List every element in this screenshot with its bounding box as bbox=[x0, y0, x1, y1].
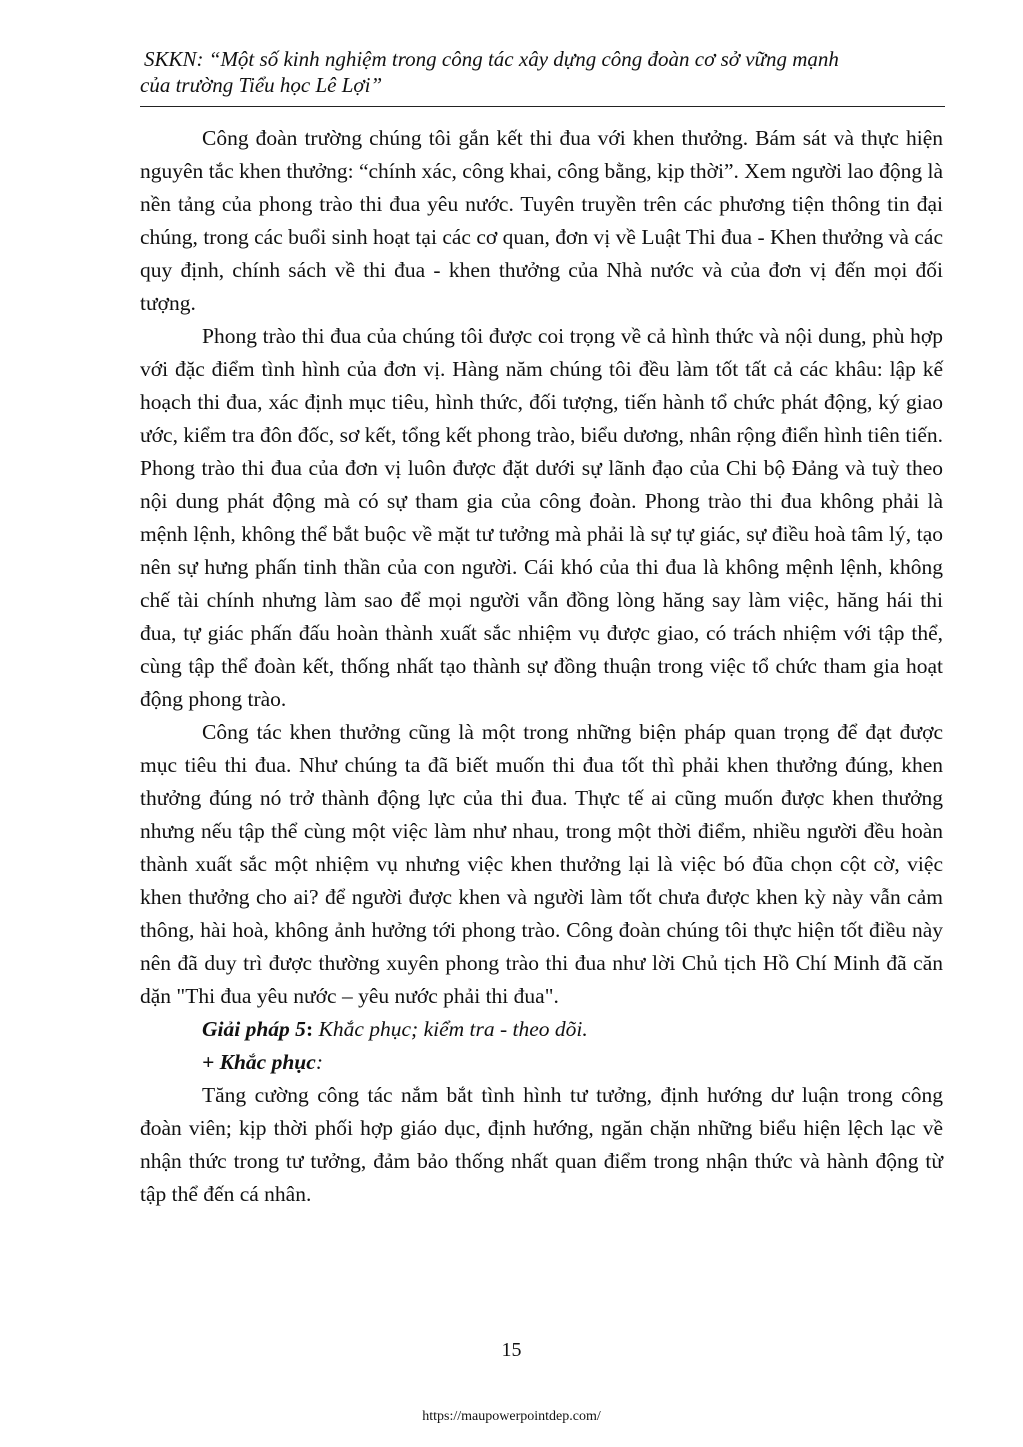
header-title-line-2: của trường Tiểu học Lê Lợi” bbox=[140, 73, 383, 97]
footer-url: https://maupowerpointdep.com/ bbox=[422, 1409, 601, 1424]
document-body bbox=[140, 122, 943, 1211]
subheading-label: + Khắc phục bbox=[202, 1050, 316, 1074]
solution-heading bbox=[140, 1013, 943, 1046]
document-header bbox=[140, 46, 945, 98]
header-divider bbox=[140, 106, 945, 107]
subheading-colon: : bbox=[315, 1050, 323, 1074]
solution-label: Giải pháp 5 bbox=[202, 1017, 306, 1041]
solution-colon: : bbox=[305, 1017, 319, 1041]
subheading-remedy bbox=[140, 1046, 943, 1079]
header-title-line-1: SKKN: “Một số kinh nghiệm trong công tác xây dựng công đoàn cơ sở vững mạnh bbox=[144, 47, 839, 71]
paragraph-reward-work: Công tác khen thưởng cũng là một trong những biện pháp quan trọng để đạt được mục tiêu thi đua. Như chúng ta đã biết muốn thi đua tốt thì phải khen thưởng đúng, khen thưởng đúng nó trở thành động lực của thi đua. Thực tế ai cũng muốn được khen thưởng nhưng nếu tập thể cùng một việc làm như nhau, trong một thời điểm, nhiều người đều hoàn thành xuất sắc một nhiệm vụ nhưng việc khen thưởng lại là việc bó đũa chọn cột cờ, việc khen thưởng cho ai? để người được khen và người làm tốt chưa được khen kỳ này vẫn cảm thông, hài hoà, không ảnh hưởng tới phong trào. Công đoàn chúng tôi thực hiện tốt điều này nên đã duy trì được thường xuyên phong trào thi đua như lời Chủ tịch Hồ Chí Minh đã căn dặn "Thi đua yêu nước – yêu nước phải thi đua". bbox=[140, 720, 943, 1008]
paragraph-commendation: Công đoàn trường chúng tôi gắn kết thi đua với khen thưởng. Bám sát và thực hiện nguyên tắc khen thưởng: “chính xác, công khai, công bằng, kịp thời”. Xem người lao động là nền tảng của phong trào thi đua yêu nước. Tuyên truyền trên các phương tiện thông tin đại chúng, trong các buổi sinh hoạt tại các cơ quan, đơn vị về Luật Thi đua - Khen thưởng và các quy định, chính sách về thi đua - khen thưởng của Nhà nước và của đơn vị đến mọi đối tượng. bbox=[140, 126, 943, 315]
solution-title: Khắc phục; kiểm tra - theo dõi. bbox=[318, 1017, 588, 1041]
page-number: 15 bbox=[501, 1339, 522, 1361]
paragraph-emulation-movement: Phong trào thi đua của chúng tôi được coi trọng về cả hình thức và nội dung, phù hợp với đặc điểm tình hình của đơn vị. Hàng năm chúng tôi đều làm tốt tất cả các khâu: lập kế hoạch thi đua, xác định mục tiêu, hình thức, đối tượng, tiến hành tổ chức phát động, ký giao ước, kiểm tra đôn đốc, sơ kết, tổng kết phong trào, biểu dương, nhân rộng điển hình tiên tiến. Phong trào thi đua của đơn vị luôn được đặt dưới sự lãnh đạo của Chi bộ Đảng và tuỳ theo nội dung phát động mà có sự tham gia của công đoàn. Phong trào thi đua không phải là mệnh lệnh, không thể bắt buộc về mặt tư tưởng mà phải là sự tự giác, sự điều hoà tâm lý, tạo nên sự hưng phấn tinh thần của con người. Cái khó của thi đua là không mệnh lệnh, không chế tài chính nhưng làm sao để mọi người vẫn đồng lòng hăng say làm việc, hăng hái thi đua, tự giác phấn đấu hoàn thành xuất sắc nhiệm vụ được giao, có trách nhiệm với tập thể, cùng tập thể đoàn kết, thống nhất tạo thành sự đồng thuận trong việc tổ chức tham gia hoạt động phong trào. bbox=[140, 324, 943, 711]
paragraph-remedy: Tăng cường công tác nắm bắt tình hình tư tưởng, định hướng dư luận trong công đoàn viên; kịp thời phối hợp giáo dục, định hướng, ngăn chặn những biểu hiện lệch lạc về nhận thức trong tư tưởng, đảm bảo thống nhất quan điểm trong nhận thức và hành động từ tập thể đến cá nhân. bbox=[140, 1083, 943, 1206]
